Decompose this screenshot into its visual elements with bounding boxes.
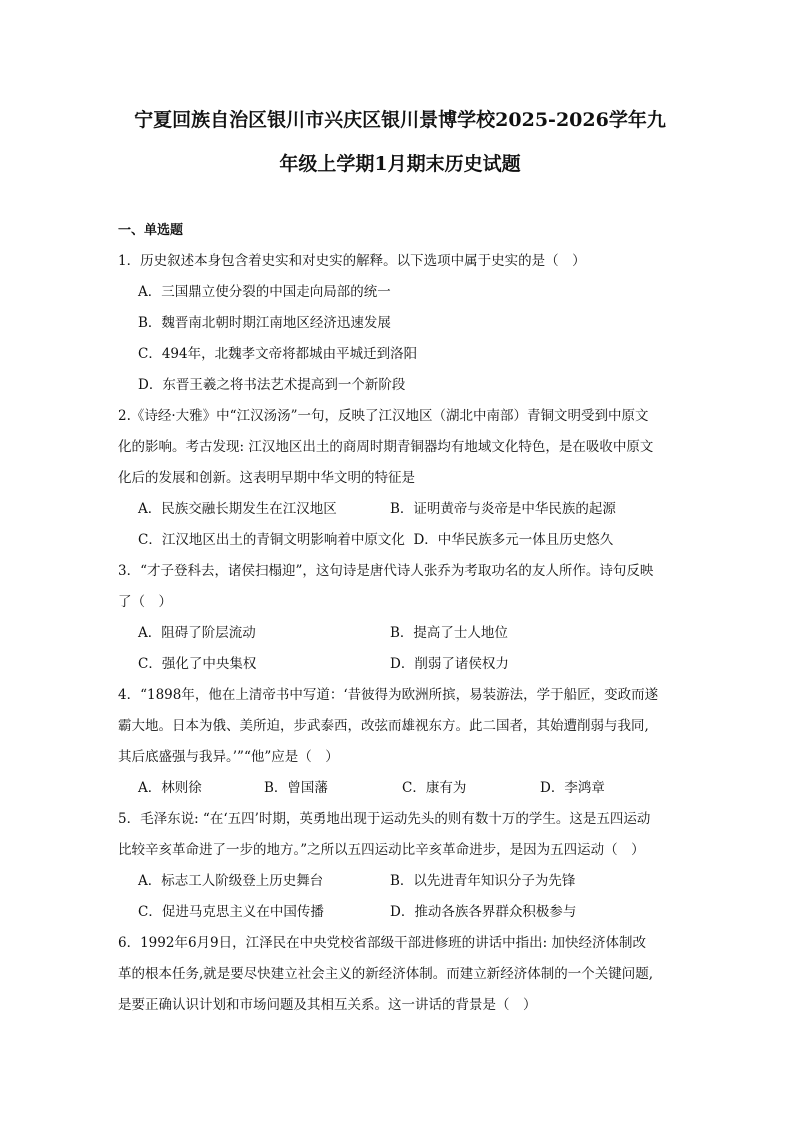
option-row — [118, 773, 693, 804]
option-d: D．东晋王羲之将书法艺术提高到一个新阶段 — [138, 377, 406, 393]
question-text: 2.《诗经·大雅》中“江汉汤汤”一句，反映了江汉地区（湖北中南部）青铜文明受到中原文 — [118, 408, 649, 424]
option-c: C．康有为 — [402, 780, 467, 796]
option-c: C．494年，北魏孝文帝将都城由平城迁到洛阳 — [138, 346, 418, 362]
question-text: 其后底盛强与我异。’”“他”应是（ ） — [118, 749, 339, 765]
option-b: B．曾国藩 — [264, 780, 328, 796]
question-1 — [118, 246, 693, 401]
question-text: 革的根本任务,就是要尽快建立社会主义的新经济体制。而建立新经济体制的一个关键问题, — [118, 966, 654, 982]
option-d: D．李鸿章 — [540, 780, 605, 796]
option-b: B．证明黄帝与炎帝是中华民族的起源 — [390, 501, 616, 517]
question-text: 了（ ） — [118, 594, 172, 610]
question-text: 4．“1898年，他在上清帝书中写道：‘昔彼得为欧洲所摈，易装游法，学于船匠，变政而遂 — [118, 687, 659, 703]
question-text: 6．1992年6月9日，江泽民在中央党校省部级干部进修班的讲话中指出: 加快经济体制改 — [118, 935, 646, 951]
option-a: A．民族交融长期发生在江汉地区 — [138, 501, 337, 517]
question-text: 比较辛亥革命进了一步的地方。”之所以五四运动比辛亥革命进步，是因为五四运动（ ） — [118, 842, 645, 858]
option-c: C．强化了中央集权 — [138, 656, 257, 672]
title-line-2: 年级上学期1月期末历史试题 — [279, 153, 521, 175]
question-text: 化后的发展和创新。这表明早期中华文明的特征是 — [118, 470, 415, 486]
option-a: A．标志工人阶级登上历史舞台 — [138, 873, 324, 889]
question-5 — [118, 804, 693, 928]
option-row — [118, 494, 693, 525]
option-a: A．阻碍了阶层流动 — [138, 625, 256, 641]
exam-content — [118, 220, 693, 1021]
question-text: 是要正确认识计划和市场问题及其相互关系。这一讲话的背景是（ ） — [118, 997, 537, 1013]
option-d: D．推动各族各界群众积极参与 — [390, 904, 577, 920]
option-c: C．促进马克思主义在中国传播 — [138, 904, 324, 920]
option-d: D．中华民族多元一体且历史悠久 — [413, 532, 614, 548]
question-6 — [118, 928, 693, 1021]
exam-title — [110, 98, 690, 186]
question-text: 1．历史叙述本身包含着史实和对史实的解释。以下选项中属于史实的是（ ） — [118, 253, 586, 269]
question-4 — [118, 680, 693, 804]
option-row — [118, 897, 693, 928]
title-line-1: 宁夏回族自治区银川市兴庆区银川景博学校2025-2026学年九 — [134, 109, 666, 131]
option-a: A．三国鼎立使分裂的中国走向局部的统一 — [138, 284, 391, 300]
option-row — [118, 649, 693, 680]
question-3 — [118, 556, 693, 680]
option-row — [118, 525, 693, 556]
option-a: A．林则徐 — [138, 780, 202, 796]
option-c: C．江汉地区出土的青铜文明影响着中原文化 — [138, 532, 405, 548]
question-text: 化的影响。考古发现: 江汉地区出土的商周时期青铜器均有地域文化特色，是在吸收中原文 — [118, 439, 654, 455]
question-2 — [118, 401, 693, 556]
question-text: 3．“才子登科去，诸侯扫榻迎”，这句诗是唐代诗人张乔为考取功名的友人所作。诗句反映 — [118, 563, 654, 579]
option-row — [118, 618, 693, 649]
section-heading: 一、单选题 — [118, 223, 184, 238]
option-row — [118, 866, 693, 897]
option-b: B．魏晋南北朝时期江南地区经济迅速发展 — [138, 315, 391, 331]
question-text: 霸大地。日本为俄、美所迫，步武泰西，改弦而雄视东方。此二国者，其始遭削弱与我同, — [118, 718, 649, 734]
option-d: D．削弱了诸侯权力 — [390, 656, 509, 672]
question-text: 5．毛泽东说: “在‘五四’时期，英勇地出现于运动先头的则有数十万的学生。这是五四运动 — [118, 811, 651, 827]
option-b: B．以先进青年知识分子为先锋 — [390, 873, 576, 889]
option-b: B．提高了士人地位 — [390, 625, 508, 641]
